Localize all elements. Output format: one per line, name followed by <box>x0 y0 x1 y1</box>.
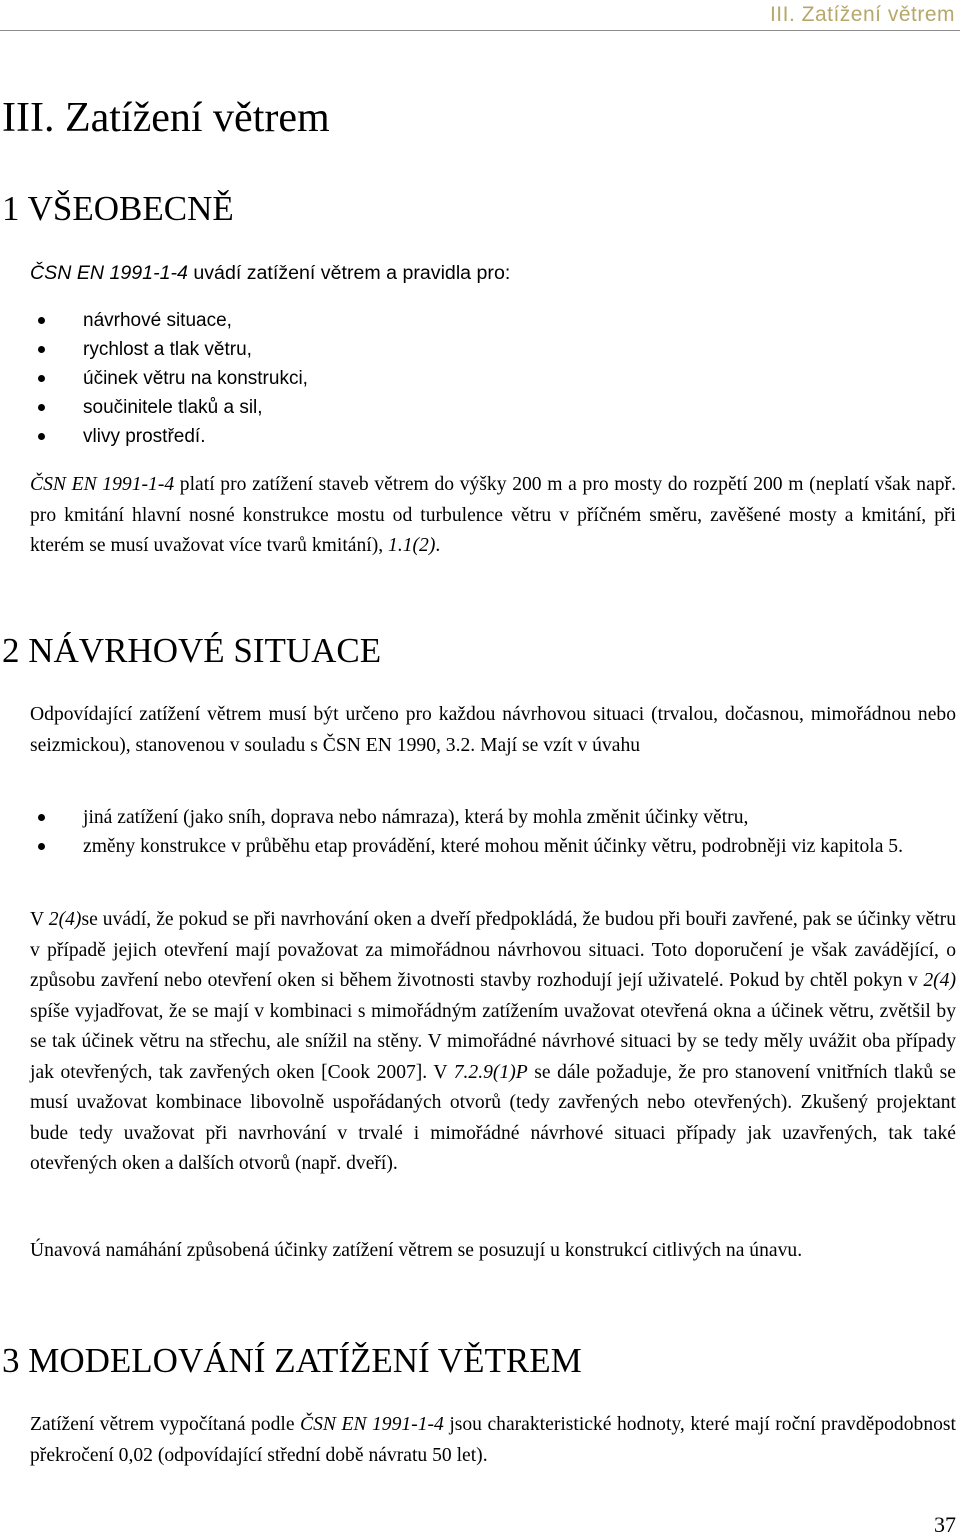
scope-list <box>0 306 953 451</box>
list-item: změny konstrukce v průběhu etap provádění, které mohou měnit účinky větru, podrobněji viz kapitola 5. <box>0 832 953 862</box>
clause-reference: 2(4) <box>923 970 956 991</box>
paragraph-text: spíše vyjadřovat, že se mají v kombinaci s mimořádným zatížením uvažovat otevřená okna a účinek větru, zvětšil by se tak účinek větru na střechu, ale snížil na stěny. V mimořádné návrhové situaci by se tedy měly uvážit oba případy jak otevřených, tak zavřených oken [Cook 2007]. V <box>30 1000 956 1083</box>
intro-text: uvádí zatížení větrem a pravidla pro: <box>187 262 511 284</box>
running-header: III. Zatížení větrem <box>769 3 955 26</box>
paragraph-text: jsou charakteristické hodnoty, které mají roční pravděpodobnost překročení 0,02 (odpovídající střední době návratu 50 let). <box>30 1414 956 1466</box>
paragraph-end: . <box>435 535 441 556</box>
header-divider <box>0 30 960 31</box>
section-1-heading: 1 VŠEOBECNĚ <box>2 189 234 228</box>
section-2-paragraph-1: Odpovídající zatížení větrem musí být určeno pro každou návrhovou situaci (trvalou, dočasnou, mimořádnou nebo seizmickou), stanovenou v souladu s ČSN EN 1990, 3.2. Mají se vzít v úvahu <box>30 704 956 756</box>
section-3-paragraph <box>30 1410 956 1471</box>
paragraph-text: V <box>30 909 49 930</box>
list-item: vlivy prostředí. <box>0 422 953 451</box>
paragraph-text: se dále požaduje, že pro stanovení vnitřních tlaků se musí uvažovat kombinace libovolně uspořádaných otvorů (tedy zavřených nebo otevřených). Zkušený projektant bude tedy uvažovat při navrhování v trvalé i mimořádné návrhové situaci případy jak uzavřených, tak také otevřených oken a dalších otvorů (např. dveří). <box>30 1061 956 1174</box>
chapter-title: III. Zatížení větrem <box>2 95 330 141</box>
paragraph-text: platí pro zatížení staveb větrem do výšky 200 m a pro mosty do rozpětí 200 m (neplatí však např. pro kmitání hlavní nosné konstrukce mostu od turbulence větru v příčném směru, zavěšené mosty a kmitání, při kterém se musí uvažovat více tvarů kmitání), <box>30 474 956 556</box>
paragraph-text: Zatížení větrem vypočítaná podle <box>30 1414 301 1435</box>
section-2-paragraph-3: Únavová namáhání způsobená účinky zatížení větrem se posuzují u konstrukcí citlivých na únavu. <box>30 1240 803 1261</box>
section-1-scope-paragraph <box>30 470 956 562</box>
page-number: 37 <box>934 1512 956 1537</box>
paragraph-text: se uvádí, že pokud se při navrhování oken a dveří předpokládá, že budou při bouři zavřené, pak se účinky větru v případě jejich otevření mají považovat za mimořádnou návrhovou situaci. Toto doporučení je však zavádějící, o způsobu zavření nebo otevření oken si během životnosti stavby rozhodují její uživatelé. Pokud by chtěl pokyn v <box>30 909 956 991</box>
section-1-intro <box>30 258 956 289</box>
list-item: návrhové situace, <box>0 306 953 335</box>
standard-reference: ČSN EN 1991-1-4 <box>300 1414 444 1435</box>
standard-reference: ČSN EN 1991-1-4 <box>30 262 188 284</box>
list-item: jiná zatížení (jako sníh, doprava nebo námraza), která by mohla změnit účinky větru, <box>0 803 953 832</box>
clause-reference: 1.1(2) <box>388 535 436 556</box>
list-item: účinek větru na konstrukci, <box>0 364 953 393</box>
list-item: součinitele tlaků a sil, <box>0 393 953 422</box>
design-situation-list <box>0 803 953 862</box>
standard-reference: ČSN EN 1991-1-4 <box>30 474 175 495</box>
list-item: rychlost a tlak větru, <box>0 335 953 364</box>
clause-reference: 7.2.9(1)P <box>453 1061 528 1083</box>
section-2-heading: 2 NÁVRHOVÉ SITUACE <box>2 631 382 670</box>
section-3-heading: 3 MODELOVÁNÍ ZATÍŽENÍ VĚTREM <box>2 1341 582 1380</box>
section-2-paragraph-2 <box>30 905 956 1180</box>
clause-reference: 2(4) <box>48 909 82 930</box>
